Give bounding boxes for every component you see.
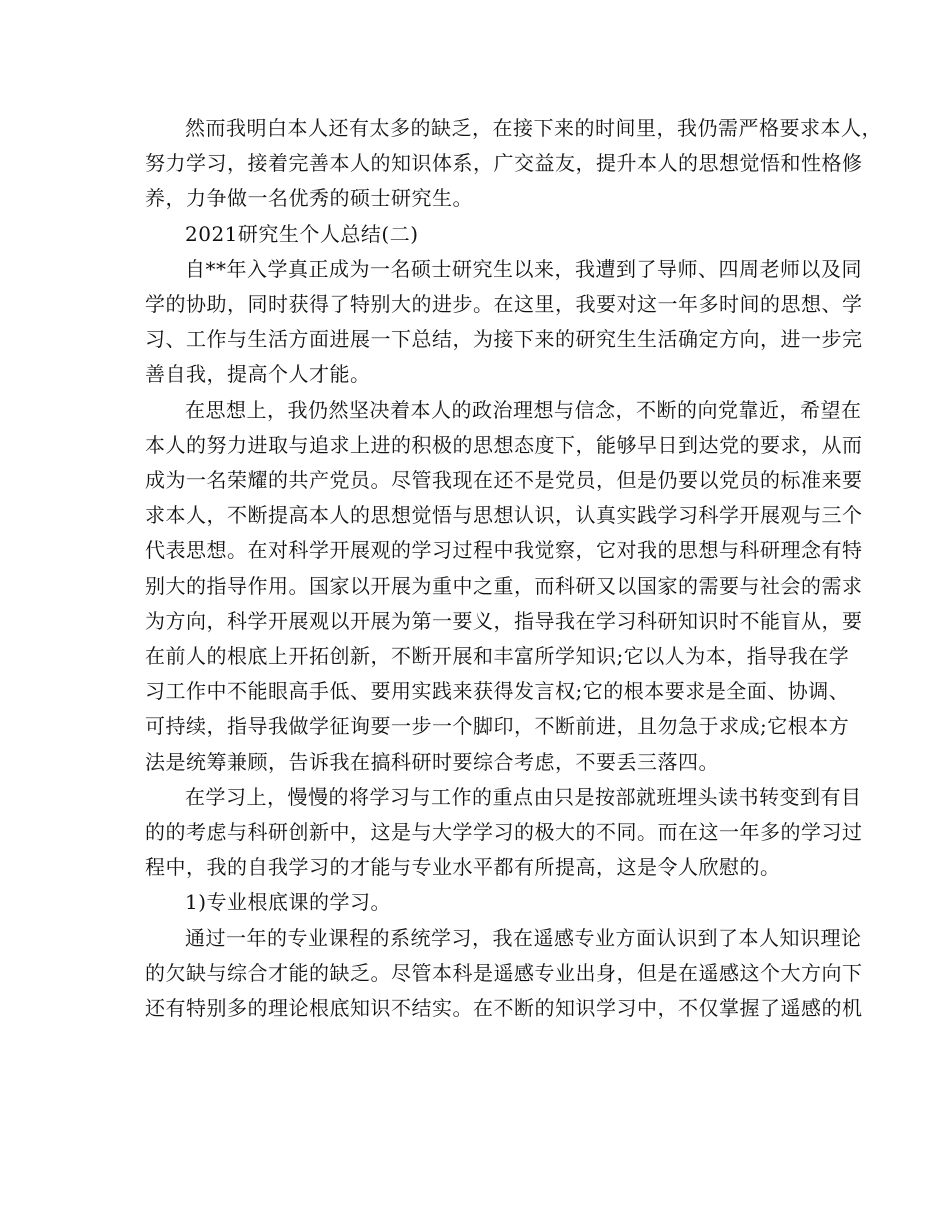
paragraph-intro	[145, 252, 863, 393]
text-line: 努力学习，接着完善本人的知识体系，广交益友，提升本人的思想觉悟和性格修	[145, 151, 863, 176]
paragraph-study	[145, 780, 863, 886]
text-line: 在前人的根底上开拓创新，不断开展和丰富所学知识;它以人为本，指导我在学	[145, 644, 850, 669]
text-line: 的的考虑与科研创新中，这是与大学学习的极大的不同。而在这一年多的学习过	[145, 820, 863, 845]
paragraph-ideology	[145, 393, 863, 780]
text-line: 可持续，指导我做学征询要一步一个脚印，不断前进，且勿急于求成;它根本方	[145, 714, 850, 739]
paragraph-courses	[145, 921, 863, 1027]
paragraph-closing-remarks	[145, 111, 882, 217]
text-line: 的欠缺与综合才能的缺乏。尽管本科是遥感专业出身，但是在遥感这个大方向下	[145, 960, 863, 985]
text-line: 本人的努力进取与追求上进的积极的思想态度下，能够早日到达党的要求，从而	[145, 432, 863, 457]
text-line: 为方向，科学开展观以开展为第一要义，指导我在学习科研知识时不能盲从，要	[145, 608, 863, 633]
section-heading	[145, 217, 805, 252]
section-heading-text: 2021研究生个人总结(二)	[185, 221, 419, 246]
text-line: 习、工作与生活方面进展一下总结，为接下来的研究生生活确定方向，进一步完	[145, 327, 863, 352]
text-line: 代表思想。在对科学开展观的学习过程中我觉察，它对我的思想与科研理念有特	[145, 538, 863, 563]
document-body	[145, 111, 882, 1026]
text-line: 在学习上，慢慢的将学习与工作的重点由只是按部就班埋头读书转变到有目	[185, 784, 862, 809]
text-line: 成为一名荣耀的共产党员。尽管我现在还不是党员，但是仍要以党员的标准来要	[145, 468, 863, 493]
text-line: 自**年入学真正成为一名硕士研究生以来，我遭到了导师、四周老师以及同	[185, 256, 862, 281]
text-line: 学的协助，同时获得了特别大的进步。在这里，我要对这一年多时间的思想、学	[145, 292, 863, 317]
subsection-heading-text: 1)专业根底课的学习。	[185, 890, 392, 915]
text-line: 善自我，提高个人才能。	[145, 362, 371, 387]
text-line: 在思想上，我仍然坚决着本人的政治理想与信念，不断的向党靠近，希望在	[185, 397, 862, 422]
text-line: 法是统筹兼顾，告诉我在搞科研时要综合考虑，不要丢三落四。	[145, 749, 719, 774]
text-line: 养，力争做一名优秀的硕士研究生。	[145, 186, 473, 211]
text-line: 程中，我的自我学习的才能与专业水平都有所提高，这是令人欣慰的。	[145, 855, 781, 880]
text-line: 习工作中不能眼高手低、要用实践来获得发言权;它的根本要求是全面、协调、	[145, 679, 850, 704]
text-line: 别大的指导作用。国家以开展为重中之重，而科研又以国家的需要与社会的需求	[145, 573, 863, 598]
text-line: 然而我明白本人还有太多的缺乏，在接下来的时间里，我仍需严格要求本人，	[185, 116, 882, 140]
text-line: 还有特别多的理论根底知识不结实。在不断的知识学习中，不仅掌握了遥感的机	[145, 996, 863, 1021]
text-line: 求本人，不断提高本人的思想觉悟与思想认识，认真实践学习科学开展观与三个	[145, 503, 863, 528]
subsection-heading	[145, 885, 805, 920]
text-line: 通过一年的专业课程的系统学习，我在遥感专业方面认识到了本人知识理论	[185, 925, 862, 950]
